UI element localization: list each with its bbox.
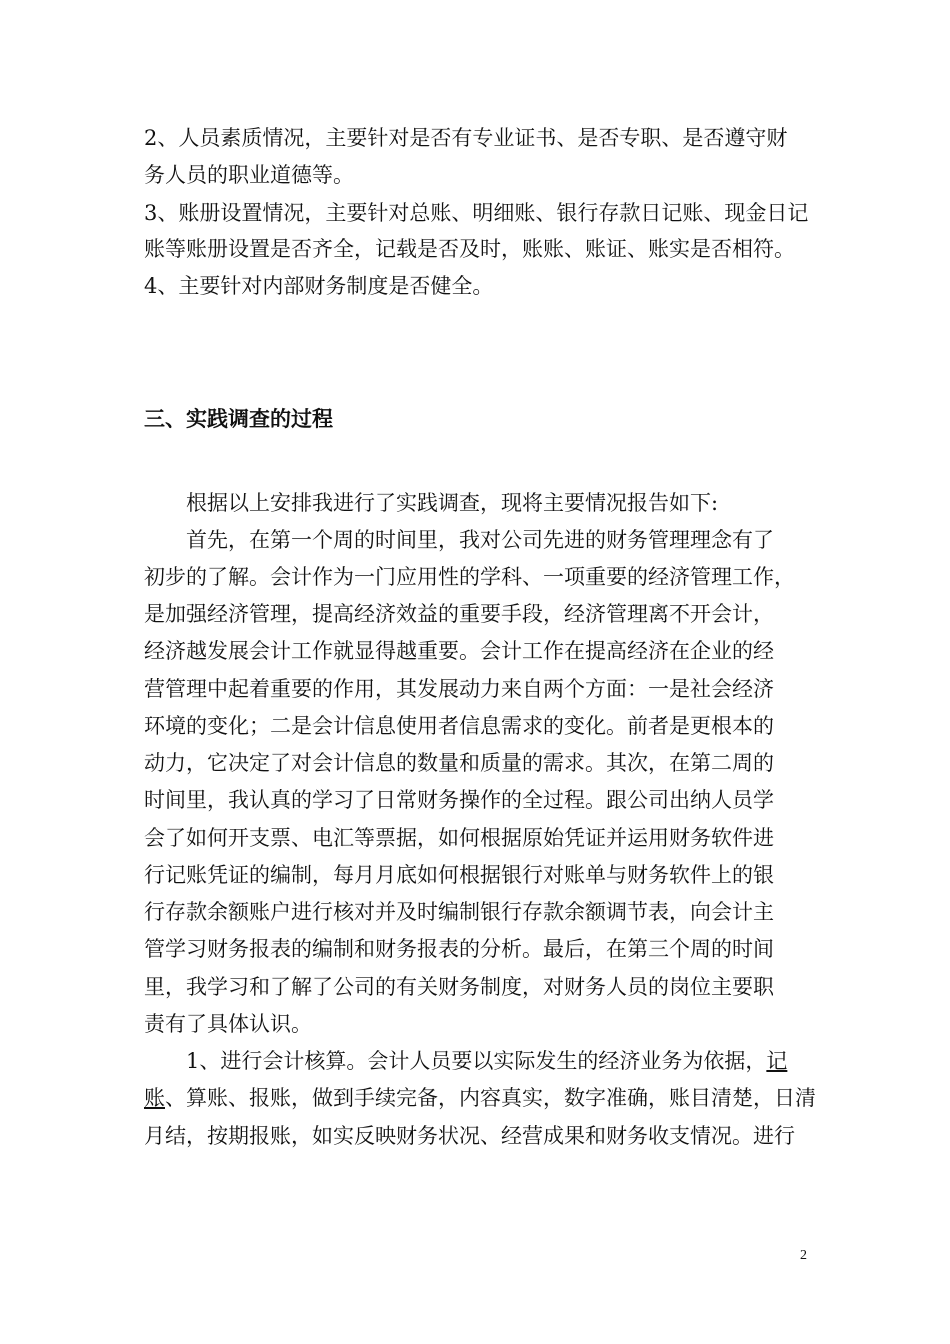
paragraph-line: 是加强经济管理，提高经济效益的重要手段，经济管理离不开会计， bbox=[144, 602, 774, 626]
paragraph-line: 会了如何开支票、电汇等票据，如何根据原始凭证并运用财务软件进 bbox=[144, 826, 774, 850]
paragraph-line: 营管理中起着重要的作用，其发展动力来自两个方面：一是社会经济 bbox=[144, 677, 774, 701]
paragraph-line: 管学习财务报表的编制和财务报表的分析。最后，在第三个周的时间 bbox=[144, 937, 774, 961]
underlined-term: 账 bbox=[144, 1086, 165, 1110]
item-1-text: 、算账、报账，做到手续完备，内容真实，数字准确，账目清楚，日清 bbox=[165, 1086, 816, 1110]
text-line: 2、人员素质情况，主要针对是否有专业证书、是否专职、是否遵守财 bbox=[144, 126, 788, 150]
item-1-line bbox=[144, 1088, 816, 1109]
section-heading: 三、实践调查的过程 bbox=[144, 407, 333, 431]
paragraph-line: 行记账凭证的编制，每月月底如何根据银行对账单与财务软件上的银 bbox=[144, 863, 774, 887]
paragraph-line: 首先，在第一个周的时间里，我对公司先进的财务管理理念有了 bbox=[186, 528, 774, 552]
text-line: 务人员的职业道德等。 bbox=[144, 163, 354, 187]
paragraph-line: 行存款余额账户进行核对并及时编制银行存款余额调节表，向会计主 bbox=[144, 900, 774, 924]
paragraph-line: 动力，它决定了对会计信息的数量和质量的需求。其次，在第二周的 bbox=[144, 751, 774, 775]
paragraph-line: 时间里，我认真的学习了日常财务操作的全过程。跟公司出纳人员学 bbox=[144, 788, 774, 812]
paragraph-line: 环境的变化；二是会计信息使用者信息需求的变化。前者是更根本的 bbox=[144, 714, 774, 738]
paragraph-line: 根据以上安排我进行了实践调查，现将主要情况报告如下: bbox=[186, 491, 719, 515]
text-line: 4、主要针对内部财务制度是否健全。 bbox=[144, 274, 494, 298]
paragraph-line: 里，我学习和了解了公司的有关财务制度，对财务人员的岗位主要职 bbox=[144, 975, 774, 999]
text-line: 账等账册设置是否齐全，记载是否及时，账账、账证、账实是否相符。 bbox=[144, 237, 795, 261]
paragraph-line: 经济越发展会计工作就显得越重要。会计工作在提高经济在企业的经 bbox=[144, 639, 774, 663]
item-1-text: 1、进行会计核算。会计人员要以实际发生的经济业务为依据， bbox=[186, 1049, 767, 1073]
paragraph-line: 责有了具体认识。 bbox=[144, 1012, 312, 1036]
paragraph-line: 初步的了解。会计作为一门应用性的学科、一项重要的经济管理工作， bbox=[144, 565, 795, 589]
page-number: 2 bbox=[800, 1248, 807, 1263]
item-1-line bbox=[186, 1051, 787, 1072]
text-line: 3、账册设置情况，主要针对总账、明细账、银行存款日记账、现金日记 bbox=[144, 201, 809, 225]
item-1-line: 月结，按期报账，如实反映财务状况、经营成果和财务收支情况。进行 bbox=[144, 1124, 795, 1148]
underlined-term: 记 bbox=[766, 1049, 788, 1073]
